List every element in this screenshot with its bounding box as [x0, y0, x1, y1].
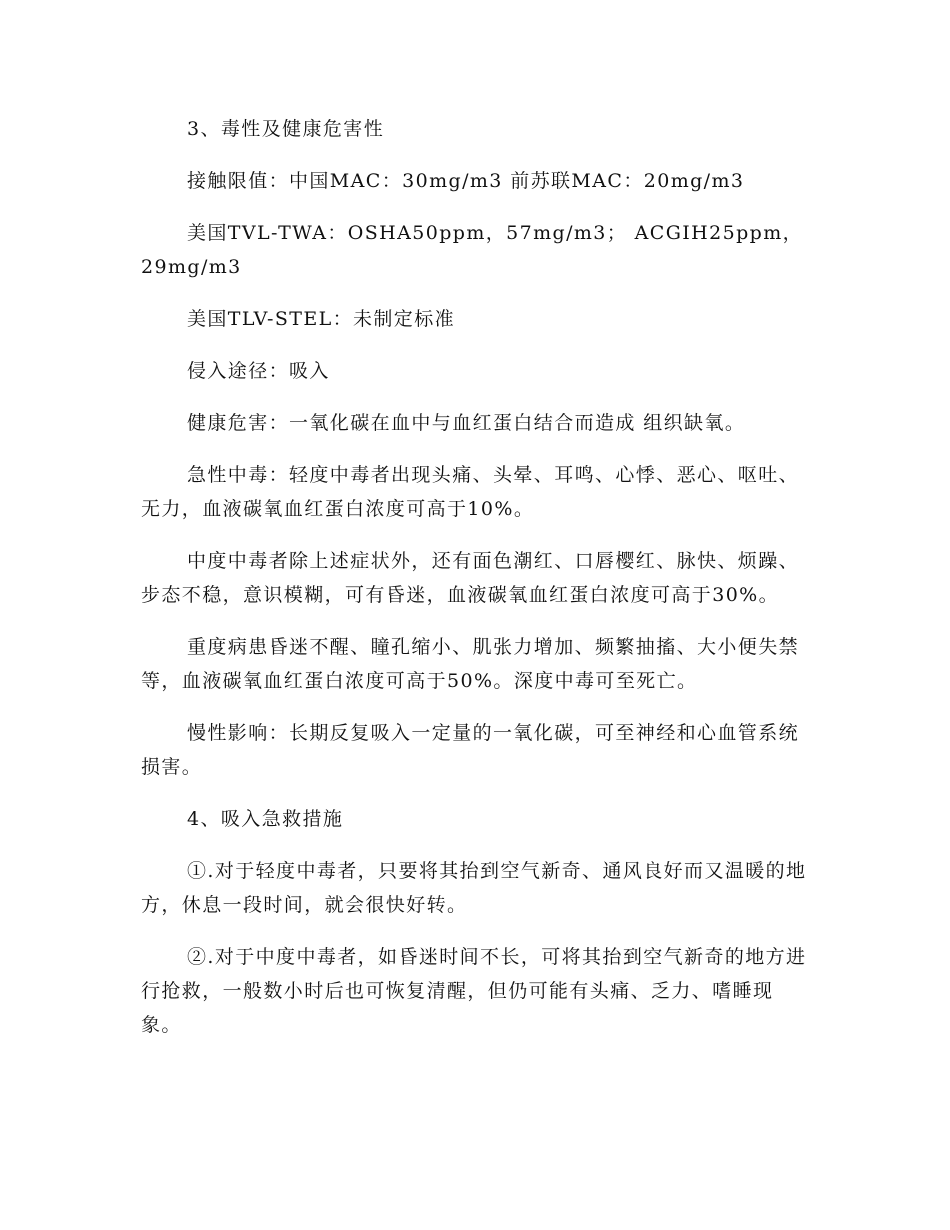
paragraph-severe-poisoning: 重度病患昏迷不醒、瞳孔缩小、肌张力增加、频繁抽搐、大小便失禁等，血液碳氧血红蛋白浓度可高于50%。深度中毒可至死亡。	[141, 636, 800, 692]
paragraph-us-tvl-twa: 美国TVL-TWA：OSHA50ppm，57mg/m3； ACGIH25ppm，29mg/m3	[141, 222, 804, 278]
paragraph-acute-poisoning: 急性中毒：轻度中毒者出现头痛、头晕、耳鸣、心悸、恶心、呕吐、无力，血液碳氧血红蛋白浓度可高于10%。	[141, 464, 800, 520]
paragraph-first-aid-moderate: ②.对于中度中毒者，如昏迷时间不长，可将其抬到空气新奇的地方进行抢救，一般数小时后也可恢复清醒，但仍可能有头痛、乏力、嗜睡现象。	[141, 946, 807, 1036]
section-heading-toxicity: 3、毒性及健康危害性	[187, 118, 385, 140]
paragraph-health-hazard: 健康危害：一氧化碳在血中与血红蛋白结合而造成 组织缺氧。	[187, 412, 746, 434]
paragraph-moderate-poisoning: 中度中毒者除上述症状外，还有面色潮红、口唇樱红、脉快、烦躁、步态不稳，意识模糊，可有昏迷，血液碳氧血红蛋白浓度可高于30%。	[141, 550, 800, 606]
paragraph-us-tlv-stel: 美国TLV-STEL：未制定标准	[187, 308, 456, 330]
paragraph-first-aid-mild: ①.对于轻度中毒者，只要将其抬到空气新奇、通风良好而又温暖的地方，休息一段时间，就会很快好转。	[141, 860, 807, 916]
paragraph-exposure-limits: 接触限值：中国MAC：30mg/m3 前苏联MAC：20mg/m3	[187, 170, 745, 192]
section-heading-first-aid: 4、吸入急救措施	[187, 808, 344, 830]
document-body	[141, 112, 811, 1060]
paragraph-route-of-entry: 侵入途径：吸入	[187, 360, 330, 382]
paragraph-chronic-effects: 慢性影响：长期反复吸入一定量的一氧化碳，可至神经和心血管系统损害。	[141, 722, 800, 778]
